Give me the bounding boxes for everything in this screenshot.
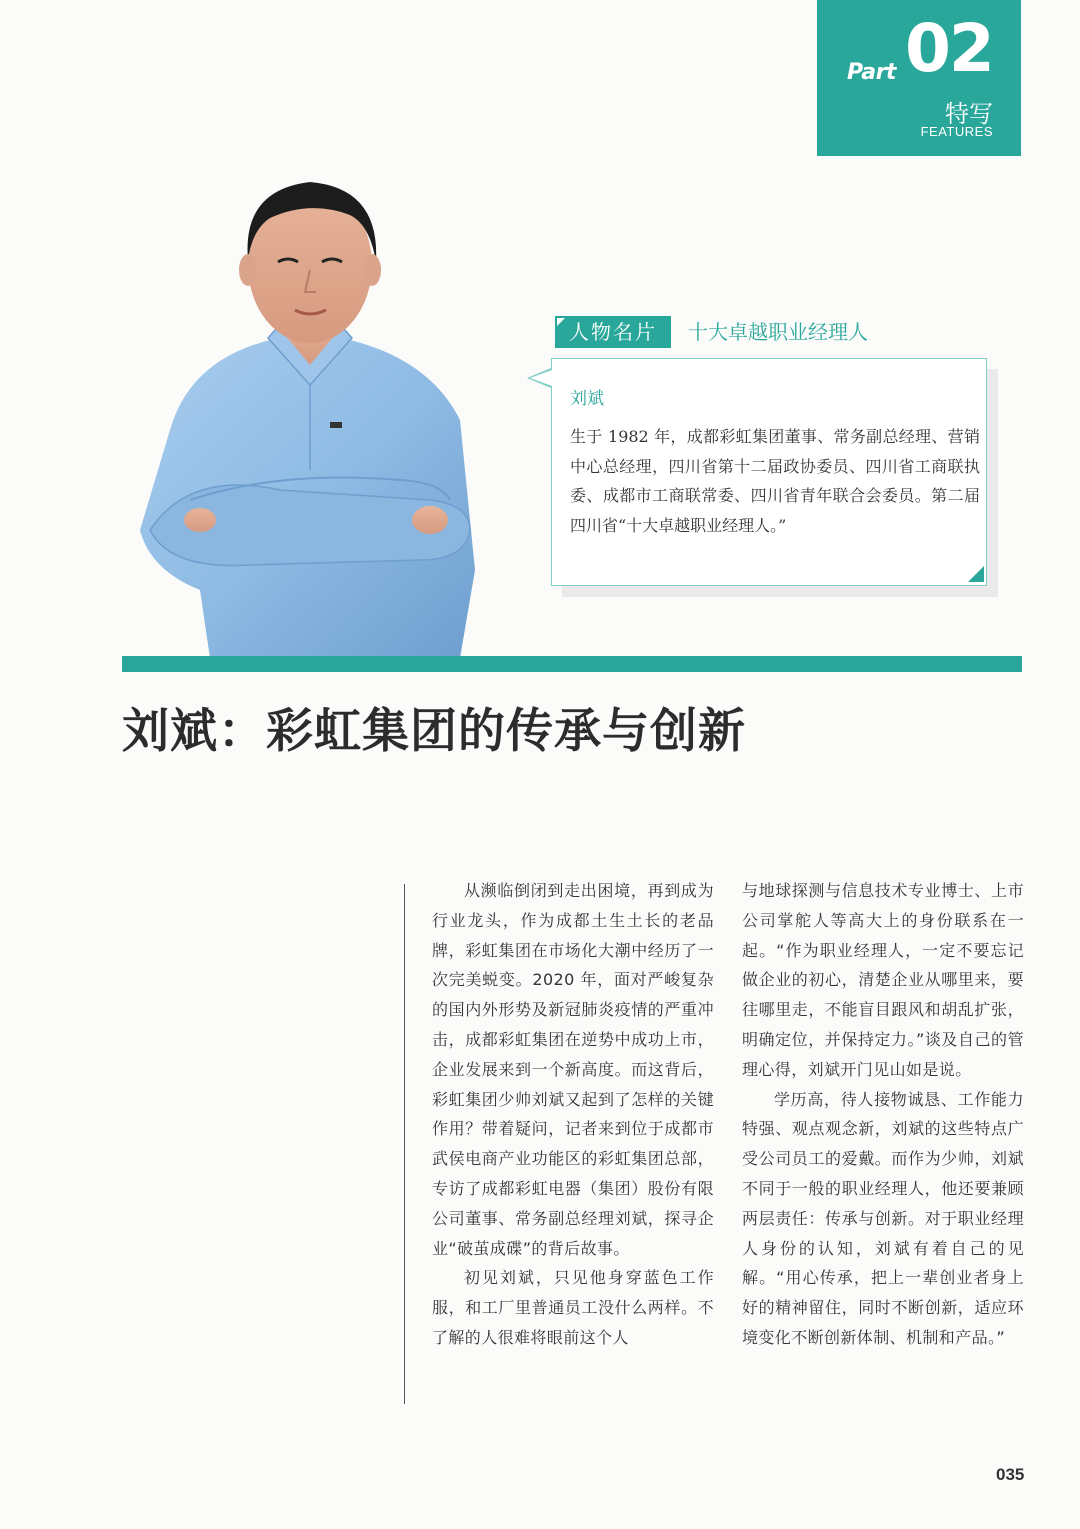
tag-corner <box>557 318 565 326</box>
paragraph-continuation: 与地球探测与信息技术专业博士、上市公司掌舵人等高大上的身份联系在一起。“作为职业经理人，一定不要忘记做企业的初心，清楚企业从哪里来，要往哪里走，不能盲目跟风和胡乱扩张，明确定位，并保持定力。”谈及自己的管理心得，刘斌开门见山如是说。 <box>742 881 1024 1079</box>
section-label-en: FEATURES <box>920 124 993 139</box>
article-column-2 <box>742 876 1024 1353</box>
part-word: Part <box>847 60 896 85</box>
section-label-cn: 特写 <box>945 100 993 128</box>
part-number: 02 <box>905 10 993 87</box>
profile-name: 刘斌 <box>570 389 604 409</box>
section-badge <box>817 0 1021 156</box>
card-pointer-inner <box>530 370 552 386</box>
article-headline: 刘斌：彩虹集团的传承与创新 <box>122 704 746 759</box>
card-corner-triangle <box>968 566 984 582</box>
profile-bio: 生于 1982 年，成都彩虹集团董事、常务副总经理、营销中心总经理，四川省第十二届政协委员、四川省工商联执委、成都市工商联常委、四川省青年联合会委员。第二届四川省“十大卓越职业经理人。” <box>570 427 980 535</box>
article-column-1 <box>432 876 714 1353</box>
paragraph: 学历高，待人接物诚恳、工作能力特强、观点观念新，刘斌的这些特点广受公司员工的爱戴。而作为少帅，刘斌不同于一般的职业经理人，他还要兼顾两层责任：传承与创新。对于职业经理人身份的认知，刘斌有着自己的见解。“用心传承，把上一辈创业者身上好的精神留住，同时不断创新，适应环境变化不断创新体制、机制和产品。” <box>742 1089 1024 1347</box>
column-rule <box>404 884 405 1404</box>
paragraph: 从濒临倒闭到走出困境，再到成为行业龙头，作为成都土生土长的老品牌，彩虹集团在市场化大潮中经历了一次完美蜕变。2020 年，面对严峻复杂的国内外形势及新冠肺炎疫情的严重冲击，成都彩虹集团在逆势中成功上市，企业发展来到一个新高度。而这背后，彩虹集团少帅刘斌又起到了怎样的关键作用？带着疑问，记者来到位于成都市武侯电商产业功能区的彩虹集团总部，专访了成都彩虹电器（集团）股份有限公司董事、常务副总经理刘斌，探寻企业“破茧成碟”的背后故事。 <box>432 881 714 1258</box>
profile-subtitle: 十大卓越职业经理人 <box>688 320 868 344</box>
profile-tag: 人物名片 <box>555 316 671 348</box>
paragraph: 初见刘斌，只见他身穿蓝色工作服，和工厂里普通员工没什么两样。不了解的人很难将眼前这个人 <box>432 1268 714 1347</box>
divider-band <box>122 656 1022 672</box>
page-number: 035 <box>996 1465 1025 1484</box>
portrait-photo <box>130 170 490 658</box>
